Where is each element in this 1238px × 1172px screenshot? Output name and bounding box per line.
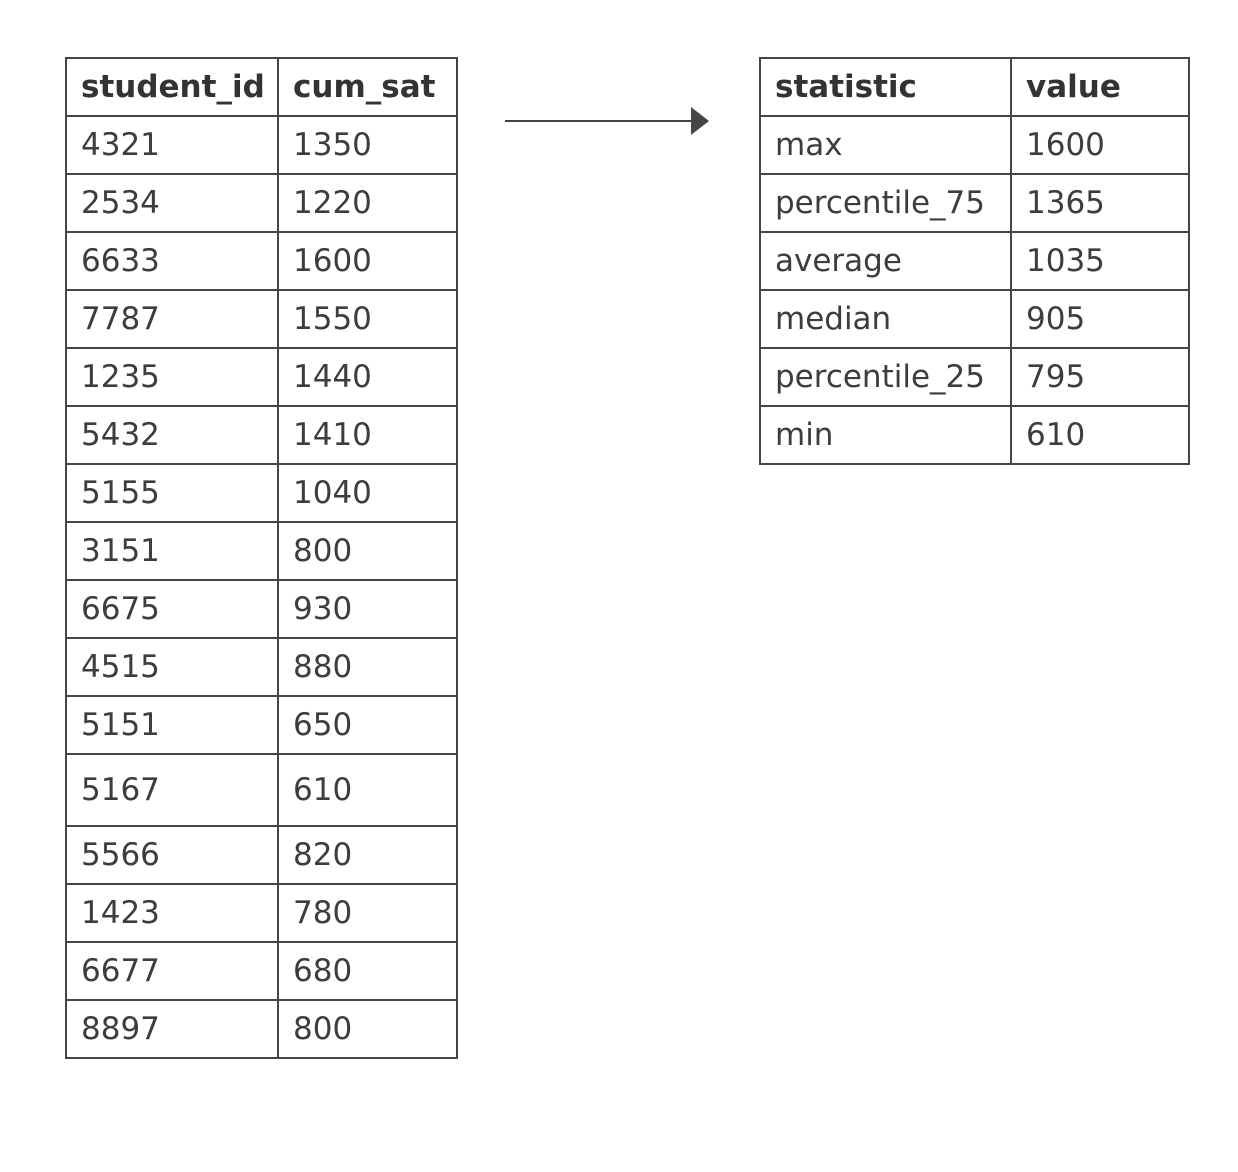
- stats-table-row: [760, 232, 1189, 290]
- student-id-cell: 4321: [66, 116, 278, 174]
- source-table-row: [66, 638, 457, 696]
- stats-table-row: [760, 174, 1189, 232]
- value-cell: 1365: [1011, 174, 1189, 232]
- value-cell: 1035: [1011, 232, 1189, 290]
- student-id-cell: 1423: [66, 884, 278, 942]
- student-id-cell: 5155: [66, 464, 278, 522]
- cum-sat-cell: 800: [278, 1000, 457, 1058]
- source-table-row: [66, 1000, 457, 1058]
- cum-sat-cell: 880: [278, 638, 457, 696]
- cum-sat-cell: 800: [278, 522, 457, 580]
- value-cell: 905: [1011, 290, 1189, 348]
- student-id-cell: 6675: [66, 580, 278, 638]
- cum-sat-cell: 1220: [278, 174, 457, 232]
- source-table-row: [66, 884, 457, 942]
- student-id-cell: 7787: [66, 290, 278, 348]
- source-table-row: [66, 348, 457, 406]
- cum-sat-cell: 930: [278, 580, 457, 638]
- cum-sat-cell: 1440: [278, 348, 457, 406]
- source-table-row: [66, 290, 457, 348]
- stats-table-row: [760, 406, 1189, 464]
- stats-table: [759, 57, 1190, 465]
- student-id-cell: 5151: [66, 696, 278, 754]
- student-id-cell: 8897: [66, 1000, 278, 1058]
- source-table-row: [66, 232, 457, 290]
- source-table-row: [66, 174, 457, 232]
- source-table-header-row: [66, 58, 457, 116]
- source-table: [65, 57, 458, 1059]
- cum-sat-cell: 1350: [278, 116, 457, 174]
- stats-table-row: [760, 348, 1189, 406]
- cum-sat-cell: 1410: [278, 406, 457, 464]
- source-table-row: [66, 116, 457, 174]
- value-cell: 610: [1011, 406, 1189, 464]
- source-header-student-id: student_id: [66, 58, 278, 116]
- student-id-cell: 2534: [66, 174, 278, 232]
- statistic-cell: max: [760, 116, 1011, 174]
- student-id-cell: 4515: [66, 638, 278, 696]
- student-id-cell: 3151: [66, 522, 278, 580]
- student-id-cell: 5167: [66, 754, 278, 826]
- source-table-row: [66, 826, 457, 884]
- right-arrow-icon: [505, 104, 711, 140]
- stats-header-value: value: [1011, 58, 1189, 116]
- value-cell: 795: [1011, 348, 1189, 406]
- statistic-cell: median: [760, 290, 1011, 348]
- source-table-row: [66, 754, 457, 826]
- source-table-row: [66, 942, 457, 1000]
- cum-sat-cell: 610: [278, 754, 457, 826]
- statistic-cell: percentile_75: [760, 174, 1011, 232]
- student-id-cell: 6633: [66, 232, 278, 290]
- stats-table-header-row: [760, 58, 1189, 116]
- statistic-cell: average: [760, 232, 1011, 290]
- source-table-row: [66, 522, 457, 580]
- source-table-row: [66, 580, 457, 638]
- student-id-cell: 5432: [66, 406, 278, 464]
- cum-sat-cell: 1550: [278, 290, 457, 348]
- cum-sat-cell: 780: [278, 884, 457, 942]
- source-header-cum-sat: cum_sat: [278, 58, 457, 116]
- value-cell: 1600: [1011, 116, 1189, 174]
- statistic-cell: min: [760, 406, 1011, 464]
- cum-sat-cell: 680: [278, 942, 457, 1000]
- statistic-cell: percentile_25: [760, 348, 1011, 406]
- stats-table-row: [760, 290, 1189, 348]
- cum-sat-cell: 820: [278, 826, 457, 884]
- stats-header-statistic: statistic: [760, 58, 1011, 116]
- stats-table-body: [760, 116, 1189, 464]
- source-table-row: [66, 696, 457, 754]
- cum-sat-cell: 650: [278, 696, 457, 754]
- student-id-cell: 6677: [66, 942, 278, 1000]
- stats-table-row: [760, 116, 1189, 174]
- cum-sat-cell: 1600: [278, 232, 457, 290]
- source-table-row: [66, 406, 457, 464]
- student-id-cell: 5566: [66, 826, 278, 884]
- cum-sat-cell: 1040: [278, 464, 457, 522]
- source-table-row: [66, 464, 457, 522]
- student-id-cell: 1235: [66, 348, 278, 406]
- source-table-body: [66, 116, 457, 1058]
